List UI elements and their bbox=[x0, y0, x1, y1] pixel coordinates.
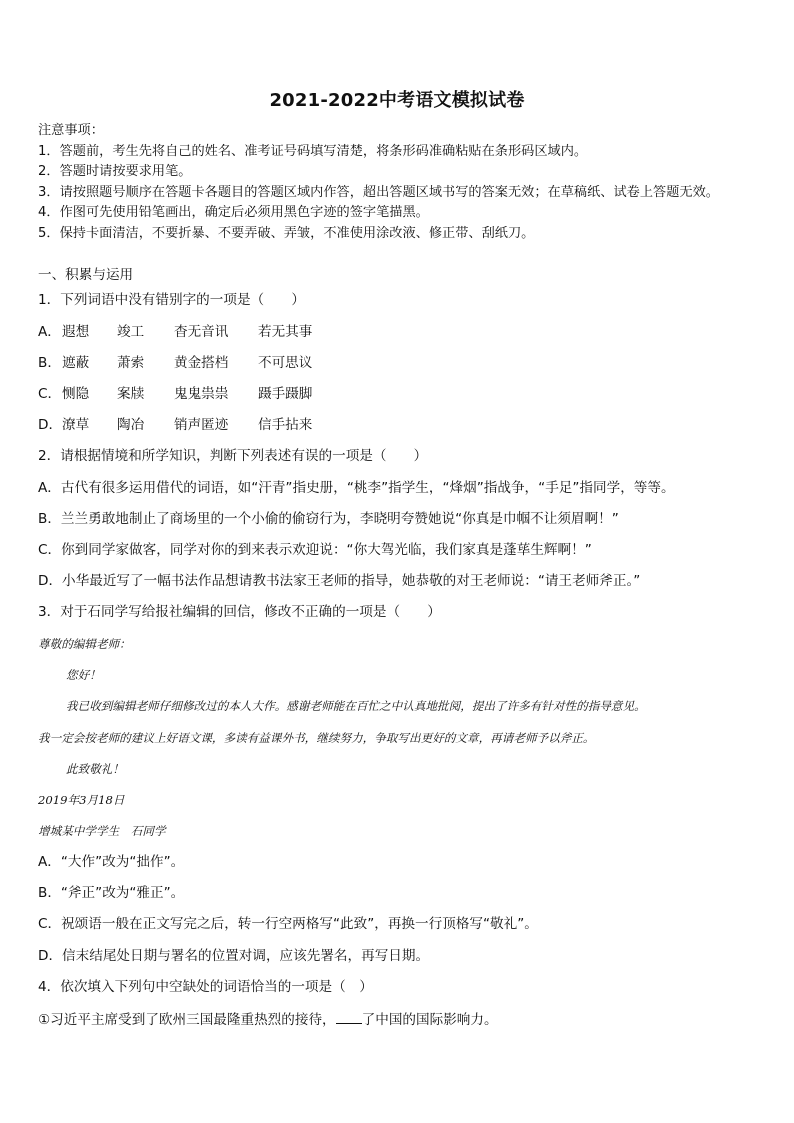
option-word: 遐想 bbox=[62, 324, 90, 340]
question-2-stem: 2．请根据情境和所学知识，判断下列表述有误的一项是（ ） bbox=[38, 448, 428, 464]
q3-option-a: A．“大作”改为“拙作”。 bbox=[38, 854, 185, 870]
q3-option-d: D．信末结尾处日期与署名的位置对调，应该先署名，再写日期。 bbox=[38, 948, 430, 964]
letter-date: 2019年3月18日 bbox=[38, 793, 125, 807]
q2-option-c: C．你到同学家做客，同学对你的到来表示欢迎说：“你大驾光临，我们家真是蓬荜生辉啊！” bbox=[38, 542, 592, 558]
option-word: 遮蔽 bbox=[62, 355, 90, 371]
option-word: 案牍 bbox=[117, 386, 145, 402]
page-title: 2021-2022中考语文模拟试卷 bbox=[269, 90, 525, 111]
q2-option-d: D．小华最近写了一幅书法作品想请教书法家王老师的指导，她恭敬的对王老师说：“请王老师斧正。” bbox=[38, 573, 641, 589]
option-word: 陶冶 bbox=[117, 417, 145, 433]
q2-option-a: A．古代有很多运用借代的词语，如“汗青”指史册，“桃李”指学生，“烽烟”指战争，“手足”指同学，等等。 bbox=[38, 480, 675, 496]
letter-greeting: 您好！ bbox=[66, 668, 101, 682]
letter-salutation: 尊敬的编辑老师： bbox=[38, 637, 131, 651]
option-word: 蹑手蹑脚 bbox=[258, 386, 313, 402]
option-word: 黄金搭档 bbox=[174, 355, 229, 371]
notice-item: 3．请按照题号顺序在答题卡各题目的答题区域内作答，超出答题区域书写的答案无效；在草稿纸、试卷上答题无效。 bbox=[38, 185, 719, 200]
fill-in-blank bbox=[336, 1010, 362, 1024]
sentence-text: ①习近平主席受到了欧州三国最隆重热烈的接待， bbox=[38, 1012, 336, 1028]
q3-option-b: B．“斧正”改为“雅正”。 bbox=[38, 885, 185, 901]
option-word: 竣工 bbox=[117, 324, 145, 340]
question-1-stem: 1．下列词语中没有错别字的一项是（ ） bbox=[38, 292, 305, 308]
question-3-stem: 3．对于石同学写给报社编辑的回信，修改不正确的一项是（ ） bbox=[38, 604, 441, 620]
section-heading: 一、积累与运用 bbox=[38, 267, 134, 283]
notice-heading: 注意事项： bbox=[38, 123, 104, 138]
option-word: 信手拈来 bbox=[258, 417, 313, 433]
letter-closing: 此致敬礼！ bbox=[66, 762, 124, 776]
q4-sentence-1 bbox=[38, 1010, 498, 1029]
option-word: 销声匿迹 bbox=[174, 417, 229, 433]
option-word: 萧索 bbox=[117, 355, 145, 371]
option-label: C． bbox=[38, 386, 62, 402]
notice-item: 1．答题前，考生先将自己的姓名、准考证号码填写清楚，将条形码准确粘贴在条形码区域内。 bbox=[38, 144, 588, 159]
option-word: 恻隐 bbox=[62, 386, 90, 402]
letter-body-line: 我一定会按老师的建议上好语文课，多读有益课外书，继续努力，争取写出更好的文章，再请老师予以斧正。 bbox=[38, 731, 595, 745]
sentence-text: 了中国的国际影响力。 bbox=[361, 1012, 498, 1028]
option-word: 鬼鬼祟祟 bbox=[174, 386, 229, 402]
letter-body-line: 我已收到编辑老师仔细修改过的本人大作。感谢老师能在百忙之中认真地批阅，提出了许多有针对性的指导意见。 bbox=[66, 699, 646, 713]
question-4-stem: 4．依次填入下列句中空缺处的词语恰当的一项是（ ） bbox=[38, 979, 373, 995]
option-word: 杳无音讯 bbox=[174, 324, 229, 340]
notice-item: 2．答题时请按要求用笔。 bbox=[38, 164, 192, 179]
letter-signature: 增城某中学学生 石同学 bbox=[38, 824, 166, 838]
notice-item: 4．作图可先使用铅笔画出，确定后必须用黑色字迹的签字笔描黑。 bbox=[38, 205, 429, 220]
option-word: 不可思议 bbox=[258, 355, 313, 371]
q3-option-c: C．祝颂语一般在正文写完之后，转一行空两格写“此致”，再换一行顶格写“敬礼”。 bbox=[38, 916, 538, 932]
option-label: A． bbox=[38, 324, 61, 340]
notice-item: 5．保持卡面清洁，不要折暴、不要弄破、弄皱，不准使用涂改液、修正带、刮纸刀。 bbox=[38, 226, 535, 241]
option-word: 潦草 bbox=[62, 417, 90, 433]
option-word: 若无其事 bbox=[258, 324, 313, 340]
option-label: B． bbox=[38, 355, 61, 371]
q2-option-b: B．兰兰勇敢地制止了商场里的一个小偷的偷窃行为，李晓明夸赞她说“你真是巾帼不让须眉啊！” bbox=[38, 511, 619, 527]
option-label: D． bbox=[38, 417, 63, 433]
